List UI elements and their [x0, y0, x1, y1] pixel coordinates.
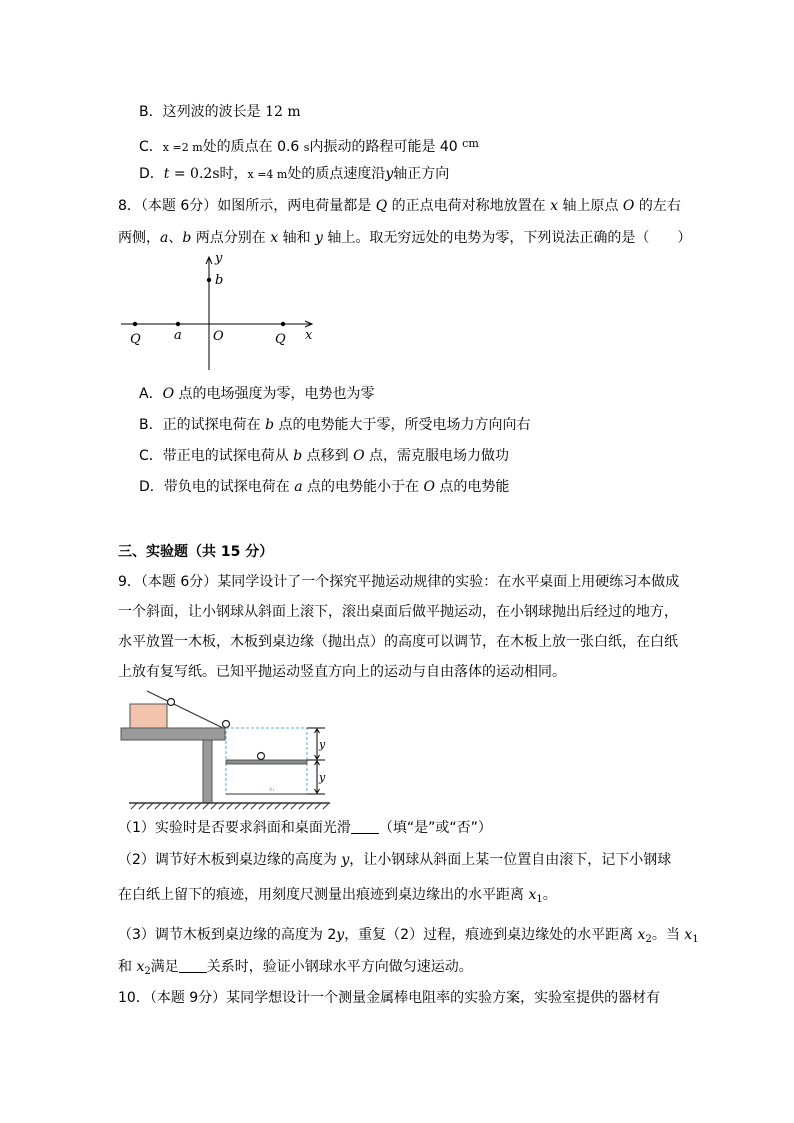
- answer-blank-2[interactable]: [179, 958, 207, 973]
- q7-option-c: C．x =2 m处的质点在 0.6 s内振动的路程可能是 40 $^{cm}$: [139, 137, 479, 155]
- fig-q-left-label: Q: [130, 332, 141, 347]
- fig-x-label: x: [305, 328, 313, 343]
- q8-option-d: D．带负电的试探电荷在 a 点的电势能小于在 O 点的电势能: [139, 479, 510, 495]
- charge-left-dot: [133, 322, 137, 326]
- q9-apparatus-figure: [125, 688, 340, 818]
- q9-stem-line3: 水平放置一木板，木板到桌边缘（抛出点）的高度可以调节，在木板上放一张白纸，在白纸: [118, 634, 678, 650]
- ball-on-incline: [168, 699, 175, 706]
- wood-board: [226, 760, 307, 764]
- answer-blank-1[interactable]: [351, 819, 379, 834]
- q8-axes-figure: [115, 250, 330, 380]
- fig-y-label: y: [215, 251, 223, 266]
- fig-b-label: b: [215, 273, 224, 288]
- tabletop: [121, 728, 225, 740]
- table-leg: [203, 740, 212, 803]
- fig-q-right-label: Q: [275, 332, 286, 347]
- fig-y-lower: y: [319, 771, 326, 784]
- point-b-dot: [207, 278, 211, 282]
- q9-sub1: （1）实验时是否要求斜面和桌面光滑 （填“是”或“否”）: [118, 820, 492, 836]
- q9-sub2-line2: 在白纸上留下的痕迹，用刻度尺测量出痕迹到桌边缘出的水平距离 $x_1$。: [118, 887, 557, 905]
- q8-stem-line1: 8．（本题 6分）如图所示，两电荷量都是 Q 的正点电荷对称地放置在 x 轴上原点 O 的左右: [118, 198, 681, 214]
- ball-at-edge: [223, 721, 230, 728]
- fig-y-upper: y: [319, 738, 326, 751]
- q7-option-d: D．t = 0.2s时，x =4 m处的质点速度沿y轴正方向: [139, 166, 450, 182]
- fig-x1-label: x₁: [269, 786, 275, 793]
- q9-sub3-line1: （3）调节木板到桌边缘的高度为 2y，重复（2）过程，痕迹到桌边缘处的水平距离 $x_2$。当 $x_1$: [118, 927, 699, 945]
- q10-stem-line1: 10．（本题 9分）某同学想设计一个测量金属棒电阻率的实验方案，实验室提供的器材有: [118, 990, 661, 1006]
- q9-sub2-line1: （2）调节好木板到桌边缘的高度为 y，让小钢球从斜面上某一位置自由滚下，记下小钢球: [118, 852, 672, 868]
- section-title: 三、实验题（共 15 分）: [118, 544, 274, 560]
- q8-option-a: A．O 点的电场强度为零，电势也为零: [139, 386, 375, 402]
- fig-o-label: O: [213, 329, 224, 344]
- ball-on-board: [258, 753, 265, 760]
- q9-stem-line4: 上放有复写纸。已知平抛运动竖直方向上的运动与自由落体的运动相同。: [118, 664, 566, 680]
- q8-stem-line2: 两侧，a、b 两点分别在 x 轴和 y 轴上。取无穷远处的电势为零，下列说法正确的是（ ）: [118, 230, 692, 246]
- q9-stem-line2: 一个斜面，让小钢球从斜面上滚下，滚出桌面后做平抛运动，在小钢球抛出后经过的地方，: [118, 604, 678, 620]
- point-a-dot: [176, 322, 180, 326]
- book-block: [130, 704, 167, 728]
- q8-option-b: B．正的试探电荷在 b 点的电势能大于零，所受电场力方向向右: [139, 417, 531, 433]
- q9-stem-line1: 9．（本题 6分）某同学设计了一个探究平抛运动规律的实验：在水平桌面上用硬练习本做成: [118, 574, 680, 590]
- ground-hatching: [131, 803, 329, 809]
- q8-option-c: C．带正电的试探电荷从 b 点移到 O 点，需克服电场力做功: [139, 448, 510, 464]
- q9-sub3-line2: 和 $x_2$满足 关系时，验证小钢球水平方向做匀速运动。: [118, 959, 473, 977]
- q7-option-b: B．这列波的波长是 12 m: [139, 104, 301, 120]
- fig-a-label: a: [174, 328, 182, 343]
- charge-right-dot: [281, 322, 285, 326]
